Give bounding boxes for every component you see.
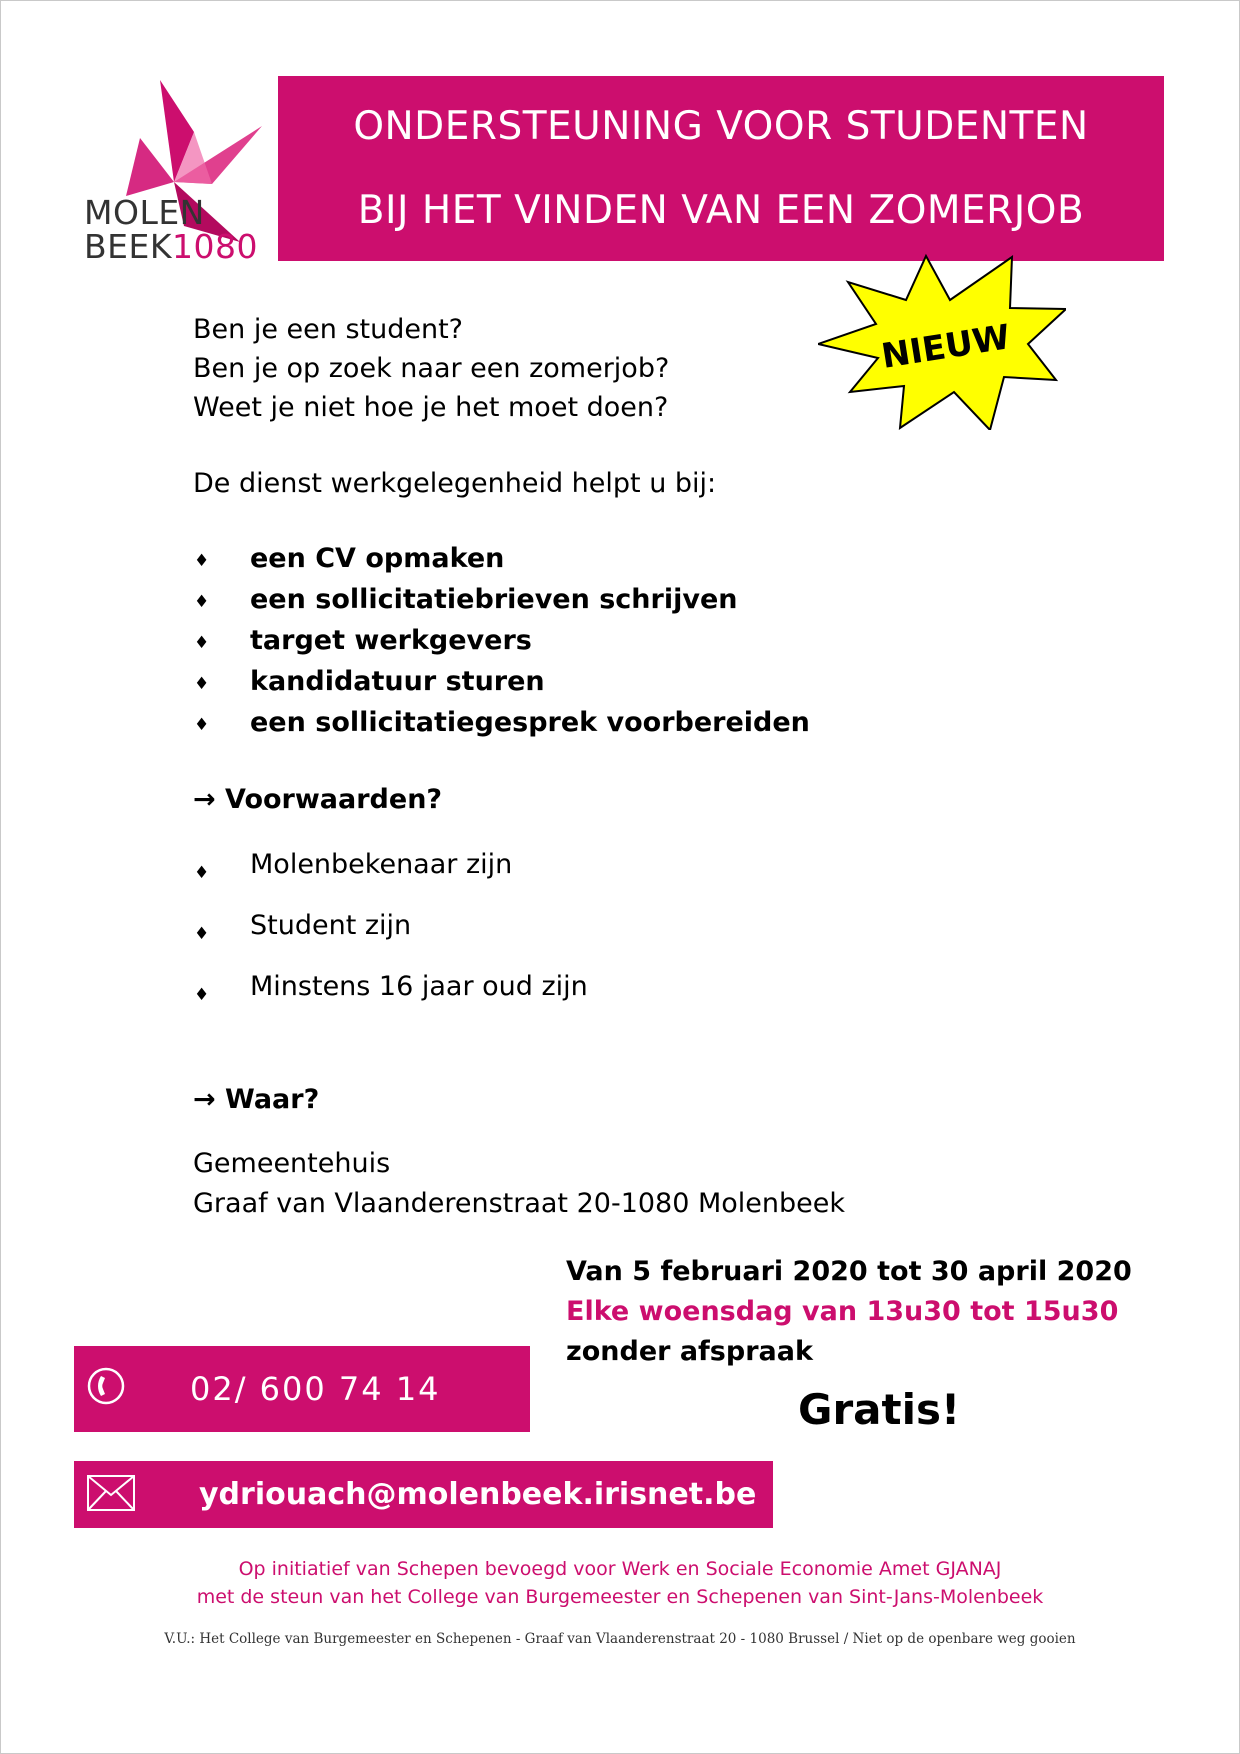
list-item: ♦ Minstens 16 jaar oud zijn bbox=[250, 967, 588, 1028]
footer-line-2: met de steun van het College van Burgemeester en Schepenen van Sint-Jans-Molenbeek bbox=[196, 1586, 1044, 1608]
header-banner bbox=[278, 76, 1164, 261]
intro-line: Ben je een student? bbox=[193, 314, 463, 345]
diamond-bullet-icon: ♦ bbox=[194, 863, 210, 883]
schedule-time: Elke woensdag van 13u30 tot 15u30 bbox=[566, 1296, 1119, 1327]
envelope-icon bbox=[86, 1473, 136, 1513]
address-line-1: Gemeentehuis bbox=[193, 1148, 391, 1179]
diamond-bullet-icon: ♦ bbox=[194, 985, 210, 1005]
footer-initiative bbox=[0, 1555, 1240, 1611]
header-line-1: ONDERSTEUNING VOOR STUDENTEN bbox=[353, 103, 1089, 149]
logo-line-1: MOLEN bbox=[84, 193, 205, 232]
logo-line-2 bbox=[84, 227, 258, 266]
list-item: ♦ een sollicitatiebrieven schrijven bbox=[250, 579, 810, 620]
logo-wordmark bbox=[84, 193, 258, 266]
list-item: ♦ Student zijn bbox=[250, 906, 588, 967]
list-item: ♦ Molenbekenaar zijn bbox=[250, 845, 588, 906]
services-lead: De dienst werkgelegenheid helpt u bij: bbox=[193, 468, 717, 499]
schedule-period: Van 5 februari 2020 tot 30 april 2020 bbox=[566, 1256, 1132, 1287]
diamond-bullet-icon: ♦ bbox=[194, 715, 210, 735]
diamond-bullet-icon: ♦ bbox=[194, 592, 210, 612]
header-line-2: BIJ HET VINDEN VAN EEN ZOMERJOB bbox=[357, 187, 1085, 233]
footer-line-1: Op initiatief van Schepen bevoegd voor Werk en Sociale Economie Amet GJANAJ bbox=[238, 1558, 1002, 1580]
conditions-list bbox=[194, 845, 588, 1028]
phone-number[interactable]: 02/ 600 74 14 bbox=[190, 1370, 441, 1408]
intro-questions bbox=[193, 310, 669, 427]
address-line-2: Graaf van Vlaanderenstraat 20-1080 Molenbeek bbox=[193, 1188, 846, 1219]
services-list bbox=[194, 538, 810, 743]
price-label: Gratis! bbox=[798, 1385, 961, 1434]
where-heading: → Waar? bbox=[193, 1084, 320, 1115]
diamond-bullet-icon: ♦ bbox=[194, 551, 210, 571]
telephone-icon bbox=[86, 1366, 126, 1406]
address-block bbox=[193, 1144, 845, 1224]
diamond-bullet-icon: ♦ bbox=[194, 633, 210, 653]
email-box bbox=[74, 1461, 773, 1528]
email-address[interactable]: ydriouach@molenbeek.irisnet.be bbox=[199, 1477, 757, 1512]
diamond-bullet-icon: ♦ bbox=[194, 674, 210, 694]
intro-line: Weet je niet hoe je het moet doen? bbox=[193, 392, 669, 423]
logo-postcode: 1080 bbox=[171, 227, 258, 266]
phone-box bbox=[74, 1346, 530, 1432]
list-item: ♦ target werkgevers bbox=[250, 620, 810, 661]
list-item: ♦ een sollicitatiegesprek voorbereiden bbox=[250, 702, 810, 743]
publisher-notice: V.U.: Het College van Burgemeester en Schepenen - Graaf van Vlaanderenstraat 20 - 1080 Brussel / Niet op de openbare weg gooien bbox=[164, 1631, 1076, 1647]
list-item: ♦ kandidatuur sturen bbox=[250, 661, 810, 702]
nieuw-badge-label: NIEUW bbox=[878, 317, 1013, 377]
diamond-bullet-icon: ♦ bbox=[194, 924, 210, 944]
logo-beek: BEEK bbox=[84, 227, 172, 266]
schedule-note: zonder afspraak bbox=[566, 1336, 813, 1367]
schedule-block bbox=[566, 1252, 1132, 1372]
nieuw-starburst bbox=[818, 252, 1066, 430]
list-item: ♦ een CV opmaken bbox=[250, 538, 810, 579]
conditions-heading: → Voorwaarden? bbox=[193, 784, 443, 815]
intro-line: Ben je op zoek naar een zomerjob? bbox=[193, 353, 670, 384]
